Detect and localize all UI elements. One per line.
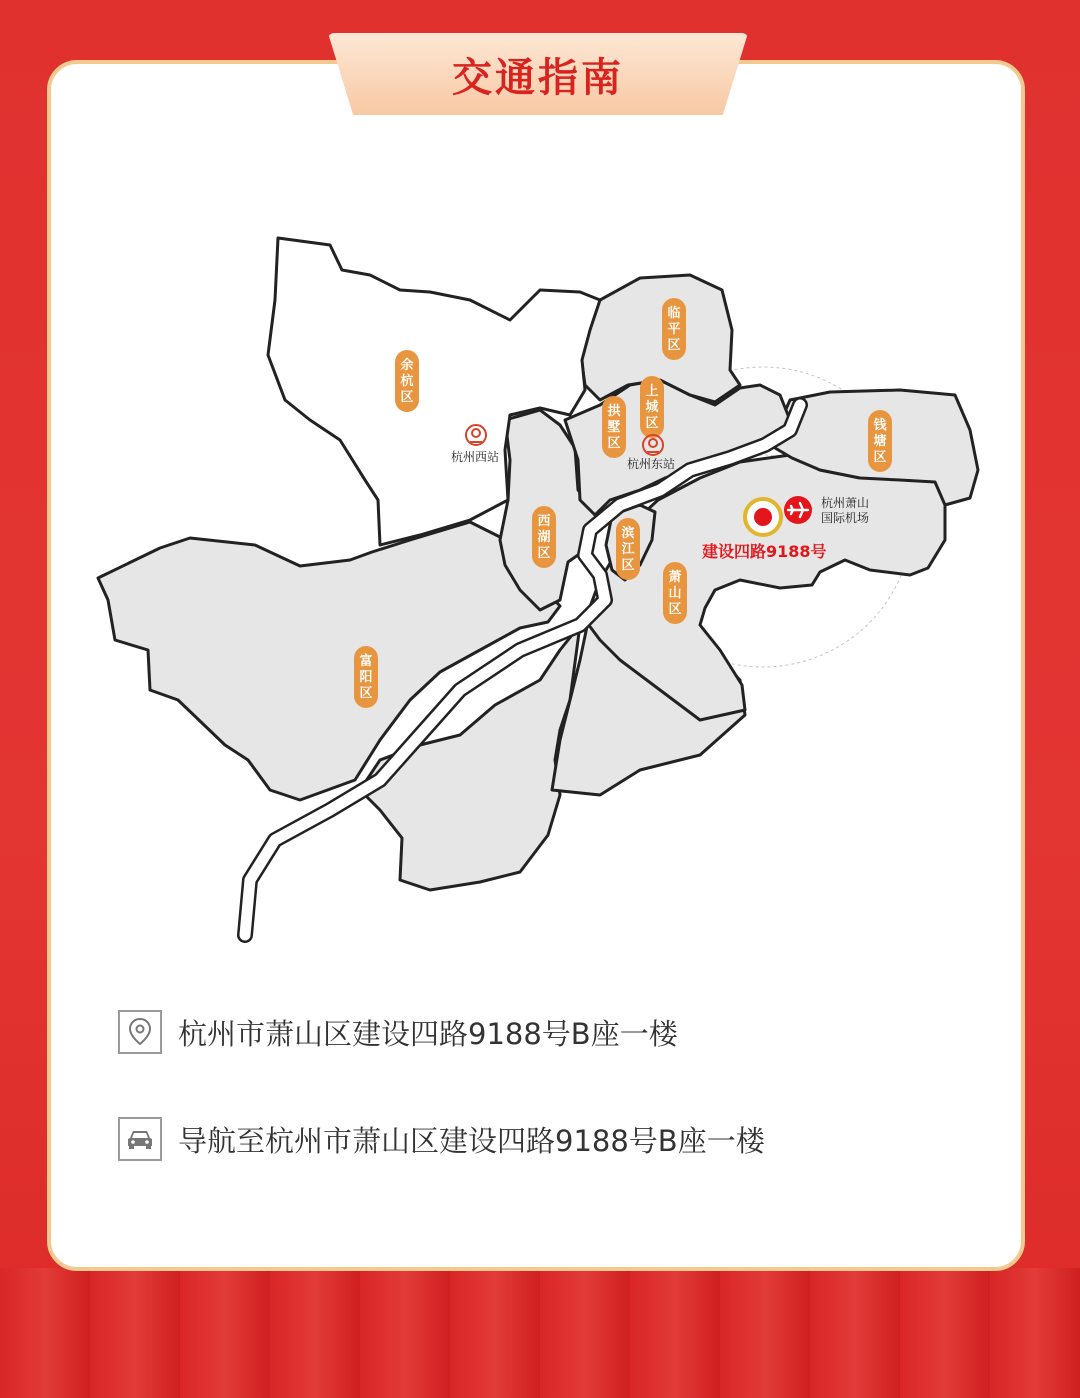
svg-text:区: 区 xyxy=(645,416,659,431)
station-label-west: 杭州西站 xyxy=(451,450,500,464)
location-pin-icon xyxy=(118,1010,162,1054)
svg-text:滨: 滨 xyxy=(621,526,635,541)
svg-text:湖: 湖 xyxy=(537,530,551,545)
district-label-yuhang-char3: 区 xyxy=(400,390,414,405)
district-label-gongshu xyxy=(602,396,626,458)
svg-text:区: 区 xyxy=(537,546,551,561)
station-label-east: 杭州东站 xyxy=(627,457,676,471)
district-label-shangcheng xyxy=(640,376,664,438)
airplane-icon xyxy=(784,496,812,524)
destination-label: 建设四路9188号 xyxy=(702,542,827,561)
svg-text:区: 区 xyxy=(667,338,681,353)
svg-text:城: 城 xyxy=(645,400,659,415)
destination-marker-icon xyxy=(745,499,781,535)
svg-text:钱: 钱 xyxy=(873,418,887,433)
svg-text:区: 区 xyxy=(668,602,682,617)
svg-text:西: 西 xyxy=(537,514,551,529)
district-label-yuhang-char2: 杭 xyxy=(400,374,414,389)
svg-text:区: 区 xyxy=(607,436,621,451)
svg-text:塘: 塘 xyxy=(873,434,887,449)
page-title: 交通指南 xyxy=(452,55,624,101)
svg-text:墅: 墅 xyxy=(607,420,621,435)
district-label-xiaoshan xyxy=(663,562,687,624)
district-label-linping xyxy=(662,298,686,360)
svg-text:山: 山 xyxy=(668,586,682,601)
svg-text:上: 上 xyxy=(645,384,659,399)
district-label-xihu xyxy=(532,506,556,568)
district-label-qiantang xyxy=(868,410,892,472)
navigation-row[interactable] xyxy=(118,1117,765,1161)
airport-label-line1: 杭州萧山 xyxy=(821,496,870,510)
district-label-fuyang xyxy=(354,646,378,708)
svg-text:临: 临 xyxy=(667,306,681,321)
district-label-binjiang xyxy=(616,518,640,580)
svg-text:拱: 拱 xyxy=(607,404,621,419)
svg-text:区: 区 xyxy=(359,686,373,701)
svg-text:富: 富 xyxy=(359,654,373,669)
district-label-yuhang xyxy=(395,350,419,412)
address-text: 杭州市萧山区建设四路9188号B座一楼 xyxy=(178,1016,678,1051)
svg-text:区: 区 xyxy=(873,450,887,465)
svg-text:萧: 萧 xyxy=(668,570,682,585)
district-label-yuhang-char1: 余 xyxy=(400,358,414,373)
airport-label-line2: 国际机场 xyxy=(821,511,870,525)
navigation-text[interactable]: 导航至杭州市萧山区建设四路9188号B座一楼 xyxy=(178,1123,765,1158)
svg-text:江: 江 xyxy=(621,542,635,557)
svg-text:阳: 阳 xyxy=(359,670,373,685)
address-row xyxy=(118,1010,678,1054)
svg-text:平: 平 xyxy=(667,322,681,337)
svg-text:区: 区 xyxy=(621,558,635,573)
car-icon xyxy=(118,1117,162,1161)
